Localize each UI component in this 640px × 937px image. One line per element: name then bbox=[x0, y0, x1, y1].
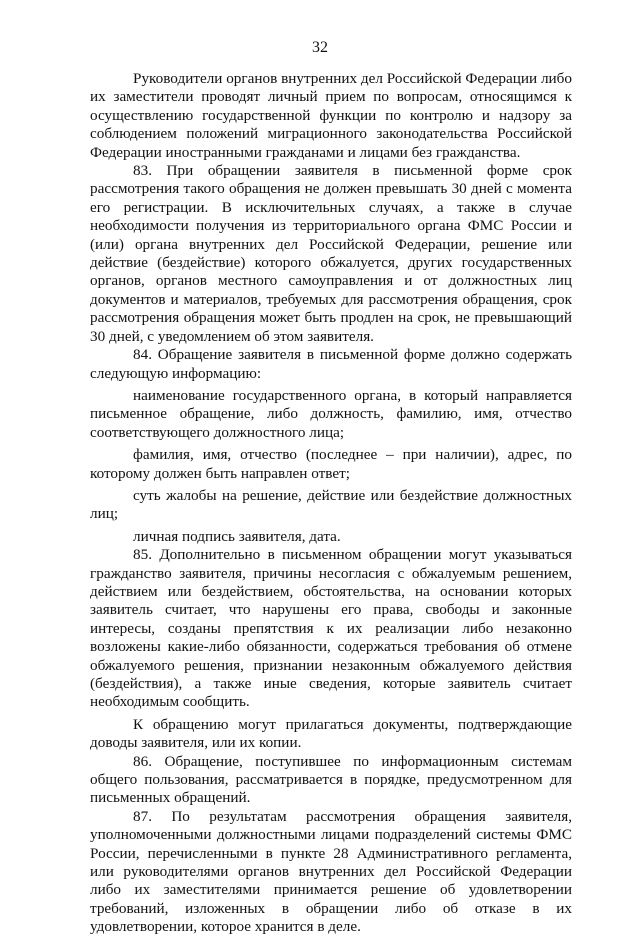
paragraph-83: 83. При обращении заявителя в письменной форме срок рассмотрения такого обращения не должен превышать 30 дней с момента его регистрации. В исключительных случаях, а также в случае необходимости получения из территориального органа ФМС России и (или) органа внутренних дел Российской Федерации, решение или действие (бездействие) которого обжалуется, других государственных органов, органов местного самоуправления и от должностных лиц документов и материалов, требуемых для рассмотрения обращения, срок рассмотрения обращения может быть продлен на срок, не превышающий 30 дней, с уведомлением об этом заявителя. bbox=[90, 162, 572, 345]
document-body bbox=[90, 70, 572, 937]
paragraph-85-attachments: К обращению могут прилагаться документы, подтверждающие доводы заявителя, или их копии. bbox=[90, 715, 572, 752]
paragraph-84-item-authority: наименование государственного органа, в который направляется письменное обращение, либо должность, фамилию, имя, отчество соответствующего должностного лица; bbox=[90, 386, 572, 441]
page-number: 32 bbox=[312, 39, 328, 56]
paragraph-84-item-signature: личная подпись заявителя, дата. bbox=[133, 527, 341, 545]
paragraph-84-item-name-address: фамилия, имя, отчество (последнее – при наличии), адрес, по которому должен быть направлен ответ; bbox=[90, 446, 572, 482]
paragraph-85: 85. Дополнительно в письменном обращении могут указываться гражданство заявителя, причины несогласия с обжалуемым решением, действием или бездействием, обстоятельства, на основании которых заявитель считает, что нарушены его права, свободы и законные интересы, созданы препятствия к их реализации либо незаконно возложены какие-либо обязанности, содержаться требования об отмене обжалуемого решения, признании незаконным обжалуемого действия (бездействия), а также иные сведения, которые заявитель считает необходимым сообщить. bbox=[90, 546, 572, 711]
paragraph-84-item-complaint: суть жалобы на решение, действие или бездействие должностных лиц; bbox=[90, 486, 572, 523]
paragraph-heads-reception: Руководители органов внутренних дел Российской Федерации либо их заместители проводят личный прием по вопросам, относящимся к осуществлению государственной функции по контролю и надзору за соблюдением положений миграционного законодательства Российской Федерации иностранными гражданами и лицами без гражданства. bbox=[90, 70, 572, 161]
paragraph-86: 86. Обращение, поступившее по информационным системам общего пользования, рассматривается в порядке, предусмотренном для письменных обращений. bbox=[90, 752, 572, 807]
paragraph-87: 87. По результатам рассмотрения обращения заявителя, уполномоченными должностными лицами подразделений системы ФМС России, перечисленными в пункте 28 Административного регламента, или руководителями органов внутренних дел Российской Федерации либо их заместителями принимается решение об удовлетворении требований, изложенных в обращении либо об отказе в их удовлетворении, которое хранится в деле. bbox=[90, 807, 572, 936]
paragraph-84: 84. Обращение заявителя в письменной форме должно содержать следующую информацию: bbox=[90, 346, 572, 382]
